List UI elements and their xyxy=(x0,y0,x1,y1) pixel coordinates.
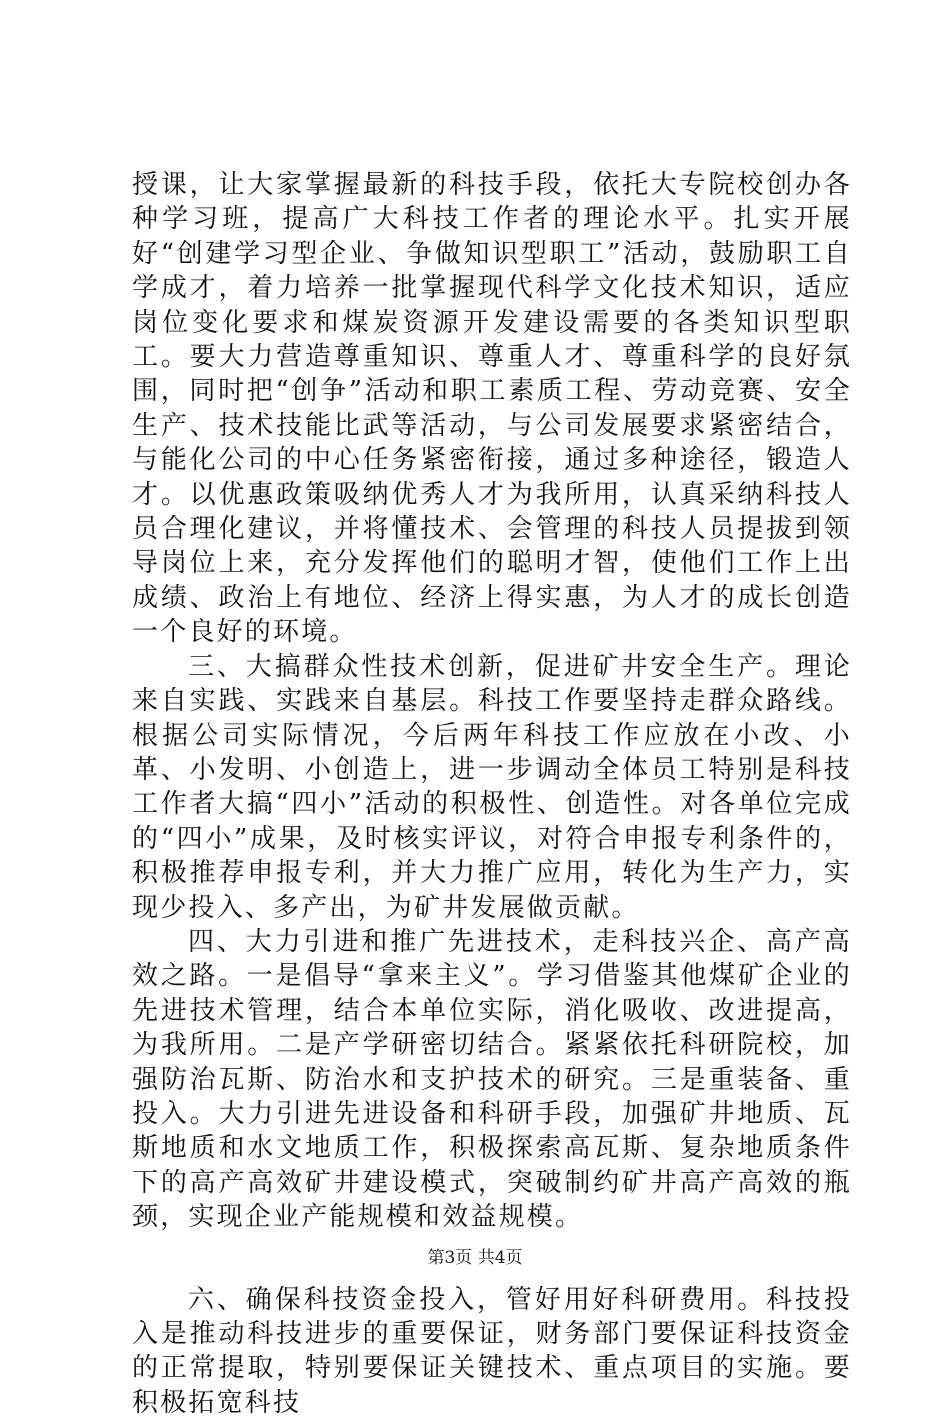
paragraph-continued-training: 授课，让大家掌握最新的科技手段，依托大专院校创办各种学习班，提高广大科技工作者的理论水平。扎实开展好“创建学习型企业、争做知识型职工”活动，鼓励职工自学成才，着力培养一批掌握现代科学文化技术知识，适应岗位变化要求和煤炭资源开发建设需要的各类知识型职工。要大力营造尊重知识、尊重人才、尊重科学的良好氛围，同时把“创争”活动和职工素质工程、劳动竞赛、安全生产、技术技能比武等活动，与公司发展要求紧密结合，与能化公司的中心任务紧密衔接，通过多种途径，锻造人才。以优惠政策吸纳优秀人才为我所用，认真采纳科技人员合理化建议，并将懂技术、会管理的科技人员提拔到领导岗位上来，充分发挥他们的聪明才智，使他们工作上出成绩、政治上有地位、经济上得实惠，为人才的成长创造一个良好的环境。 xyxy=(132,170,852,648)
document-body xyxy=(132,168,852,1420)
paragraph-section-3-mass-innovation: 三、大搞群众性技术创新，促进矿井安全生产。理论来自实践、实践来自基层。科技工作要坚持走群众路线。根据公司实际情况，今后两年科技工作应放在小改、小革、小发明、小创造上，进一步调动全体员工特别是科技工作者大搞“四小”活动的积极性、创造性。对各单位完成的“四小”成果，及时核实评议，对符合申报专利条件的，积极推荐申报专利，并大力推广应用，转化为生产力，实现少投入、多产出，为矿井发展做贡献。 xyxy=(132,651,852,923)
paragraph-section-4-advanced-technology: 四、大力引进和推广先进技术，走科技兴企、高产高效之路。一是倡导“拿来主义”。学习借鉴其他煤矿企业的先进技术管理，结合本单位实际，消化吸收、改进提高，为我所用。二是产学研密切结合。紧紧依托科研院校，加强防治瓦斯、防治水和支护技术的研究。三是重装备、重投入。大力引进先进设备和科研手段，加强矿井地质、瓦斯地质和水文地质工作，积极探索高瓦斯、复杂地质条件下的高产高效矿井建设模式，突破制约矿井高产高效的瓶颈，实现企业产能规模和效益规模。 xyxy=(132,926,852,1233)
paragraph-section-6-funding: 六、确保科技资金投入，管好用好科研费用。科技投入是推动科技进步的重要保证，财务部门要保证科技资金的正常提取，特别要保证关键技术、重点项目的实施。要积极拓宽科技 xyxy=(132,1284,852,1418)
page-number-footer: 第3页 共4页 xyxy=(427,1248,523,1268)
